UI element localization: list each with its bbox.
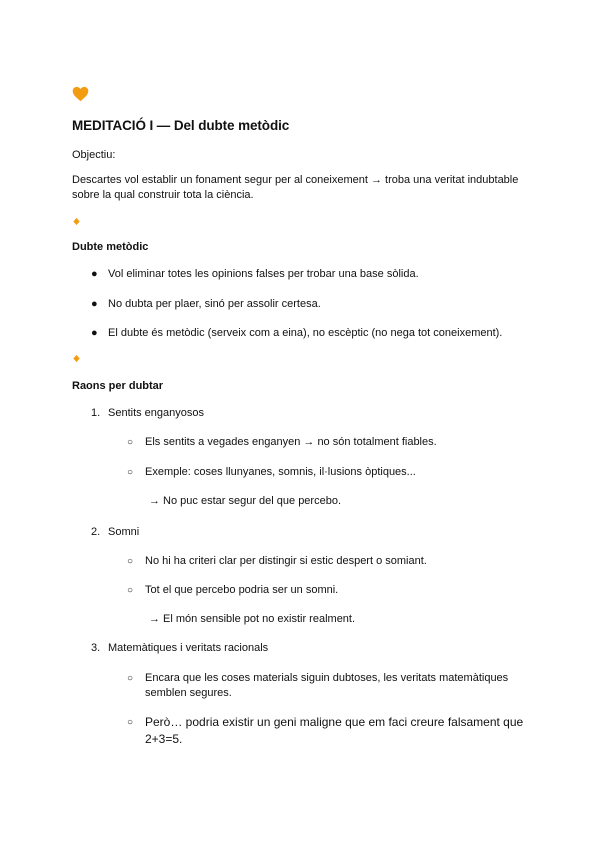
sub-bullet-marker: ○ [127,673,134,684]
item-number: 1. [91,407,101,419]
numbered-item [91,642,268,654]
item-label: Sentits enganyosos [108,407,205,419]
section-heading-raons-per-dubtar: Raons per dubtar [72,380,164,392]
list-item-text: No dubta per plaer, sinó per assolir certesa. [108,298,321,310]
list-item [91,268,419,280]
sub-bullet-marker: ○ [127,437,134,448]
item-number: 2. [91,526,101,538]
sub-list-item [127,714,547,748]
sub-list-item [127,583,547,598]
sub-bullet-marker: ○ [127,467,134,478]
sub-list-item [127,554,547,569]
item-number: 3. [91,642,101,654]
conclusion-text: → El món sensible pot no existir realment. [149,613,356,625]
objective-label: Objectiu: [72,149,116,161]
list-item [91,327,502,339]
item-label: Somni [108,526,140,538]
objective-text: Descartes vol establir un fonament segur per al coneixement → troba una veritat indubtable sobre la qual construir tota la ciència. [72,174,519,201]
sub-bullet-marker: ○ [127,585,134,596]
page-title: MEDITACIÓ I — Del dubte metòdic [72,118,290,133]
orange-heart-icon [72,86,89,102]
item-label: Matemàtiques i veritats racionals [108,642,269,654]
bullet-marker: ● [91,268,98,280]
sub-item-text: Els sentits a vegades enganyen → no són totalment fiables. [145,436,437,448]
list-item-text: El dubte és metòdic (serveix com a eina), no escèptic (no nega tot coneixement). [108,327,503,339]
numbered-item [91,526,139,538]
small-orange-diamond-icon [72,354,81,363]
sub-bullet-marker: ○ [127,717,134,728]
small-orange-diamond-icon [72,217,81,226]
numbered-item [91,407,204,419]
list-item [91,298,321,310]
sub-item-text: No hi ha criteri clar per distingir si estic despert o somiant. [145,555,427,567]
section-heading-dubte-metodic: Dubte metòdic [72,241,149,253]
sub-item-text: Però… podria existir un geni maligne que em faci creure falsament que 2+3=5. [145,715,524,746]
conclusion-text: → No puc estar segur del que percebo. [149,495,342,507]
sub-item-text: Tot el que percebo podria ser un somni. [145,584,339,596]
bullet-marker: ● [91,298,98,310]
sub-bullet-marker: ○ [127,556,134,567]
sub-item-text: Encara que les coses materials siguin dubtoses, les veritats matemàtiques semblen segures. [145,672,509,699]
bullet-marker: ● [91,327,98,339]
sub-list-item [127,671,527,701]
sub-list-item [127,435,547,450]
list-item-text: Vol eliminar totes les opinions falses per trobar una base sòlida. [108,268,419,280]
sub-list-item [127,465,547,480]
sub-item-text: Exemple: coses llunyanes, somnis, il·lusions òptiques... [145,466,416,478]
